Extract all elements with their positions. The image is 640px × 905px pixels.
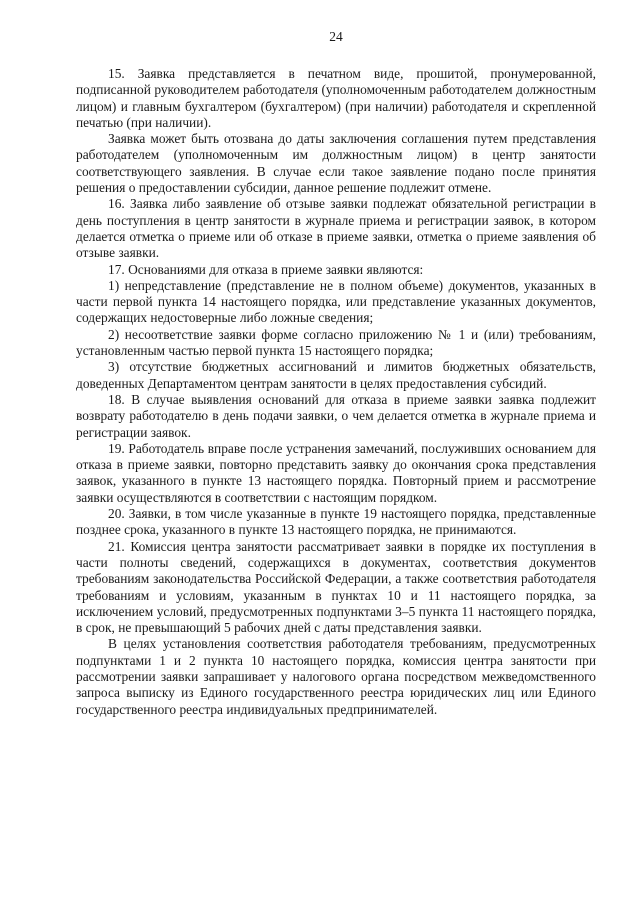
paragraph-withdrawal: Заявка может быть отозвана до даты заключения соглашения путем представления работодателем (уполномоченным им должностным лицом) в центр занятости соответствующего заявления. В случае если такое заявление подано после принятия решения о предоставлении субсидии, данное решение подлежит отмене.: [76, 131, 596, 196]
document-body: [76, 66, 596, 718]
paragraph-21: 21. Комиссия центра занятости рассматривает заявки в порядке их поступления в части полноты сведений, содержащихся в документах, соответствия документов требованиям законодательства Российской Федерации, а также соответствия работодателя требованиям и условиям, указанным в пунктах 10 и 11 настоящего порядка, за исключением условий, предусмотренных подпунктами 3–5 пункта 11 настоящего порядка, в срок, не превышающий 5 рабочих дней с даты представления заявки.: [76, 538, 596, 636]
paragraph-16: 16. Заявка либо заявление об отзыве заявки подлежат обязательной регистрации в день поступления в центр занятости в журнале приема и регистрации заявок, в котором делается отметка о приеме или об отказе в приеме заявки, отметка о приеме заявления об отзыве заявки.: [76, 196, 596, 261]
paragraph-15: 15. Заявка представляется в печатном виде, прошитой, пронумерованной, подписанной руководителем работодателя (уполномоченным работодателем должностным лицом) и главным бухгалтером (бухгалтером) (при наличии) работодателя и скрепленной печатью (при наличии).: [76, 66, 596, 130]
paragraph-18: 18. В случае выявления оснований для отказа в приеме заявки заявка подлежит возврату работодателю в день подачи заявки, о чем делается отметка в журнале приема и регистрации заявок.: [76, 391, 596, 440]
paragraph-21-verification: В целях установления соответствия работодателя требованиям, предусмотренных подпунктами 1 и 2 пункта 10 настоящего порядка, комиссия центра занятости при рассмотрении заявки запрашивает у налогового органа посредством межведомственного запроса выписку из Единого государственного реестра юридических лиц или Единого государственного реестра индивидуальных предпринимателей.: [76, 636, 596, 717]
paragraph-17-item-2: 2) несоответствие заявки форме согласно приложению № 1 и (или) требованиям, установленным частью первой пункта 15 настоящего порядка;: [76, 326, 596, 359]
paragraph-17-item-1: 1) непредставление (представление не в полном объеме) документов, указанных в части первой пункта 14 настоящего порядка, или представление указанных документов, содержащих недостоверные либо ложные сведения;: [76, 277, 596, 326]
paragraph-17-item-3: 3) отсутствие бюджетных ассигнований и лимитов бюджетных обязательств, доведенных Департаментом центрам занятости в целях предоставления субсидий.: [76, 359, 596, 391]
page-number: 24: [329, 29, 343, 44]
paragraph-20: 20. Заявки, в том числе указанные в пункте 19 настоящего порядка, представленные позднее срока, указанного в пункте 13 настоящего порядка, не принимаются.: [76, 506, 596, 538]
paragraph-17: 17. Основаниями для отказа в приеме заявки являются:: [108, 261, 424, 277]
paragraph-19: 19. Работодатель вправе после устранения замечаний, послуживших основанием для отказа в приеме заявки, повторно представить заявку до окончания срока представления заявок, указанного в пункте 13 настоящего порядка. Повторный прием и рассмотрение заявки осуществляются в соответствии с настоящим порядком.: [76, 440, 596, 505]
